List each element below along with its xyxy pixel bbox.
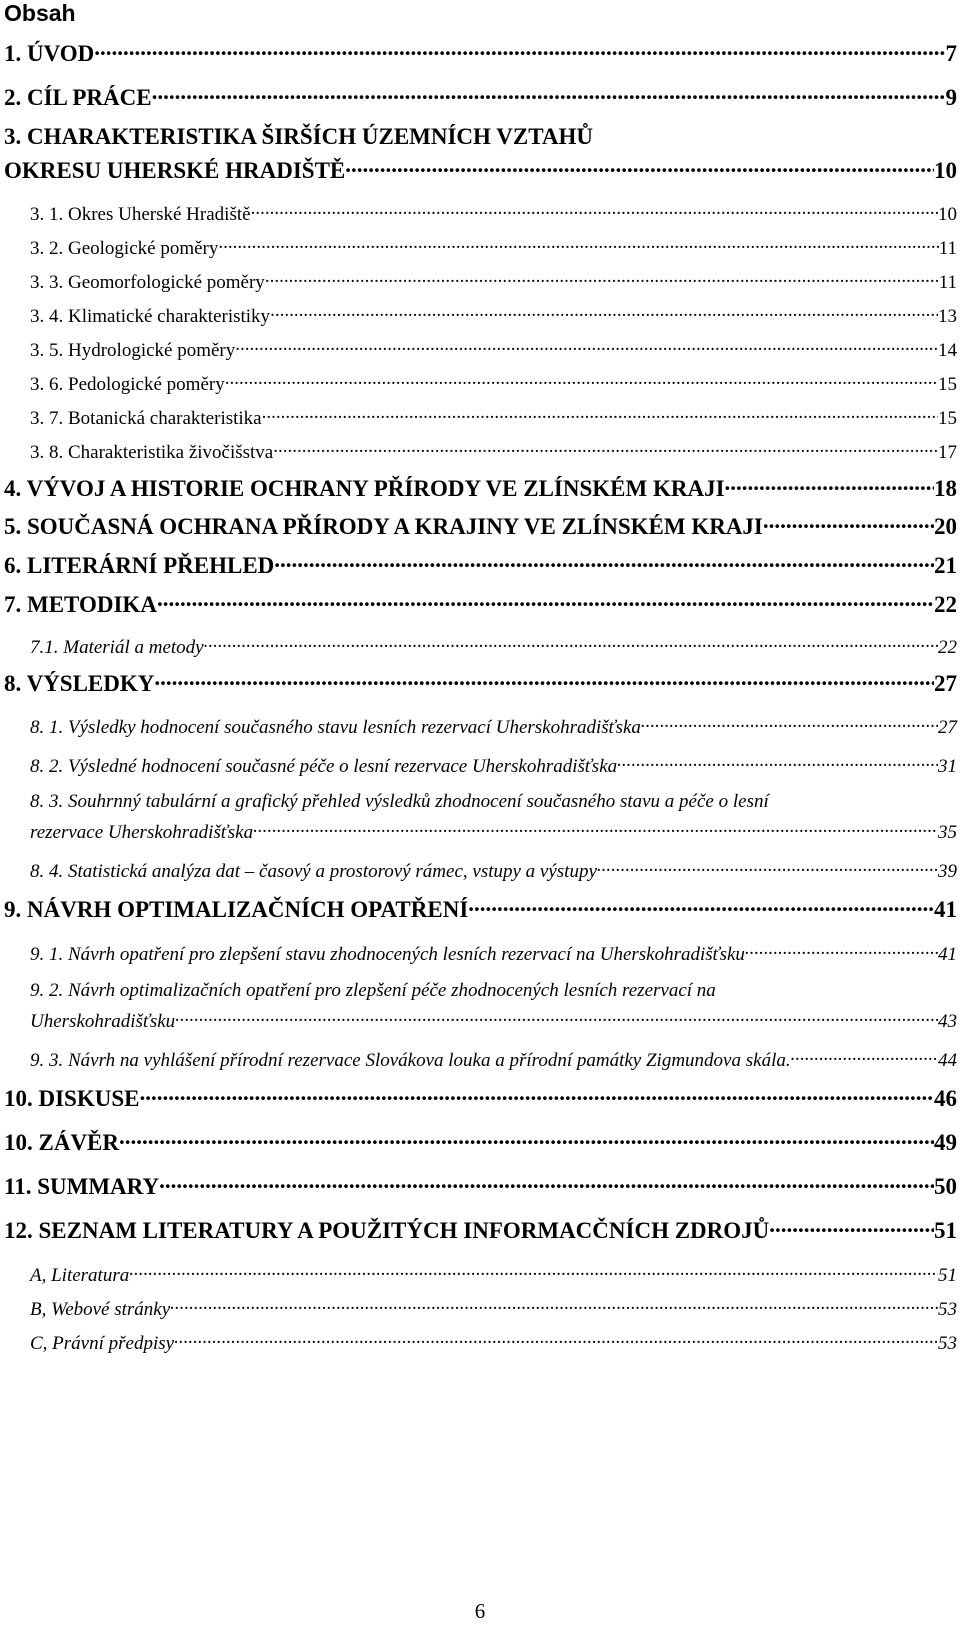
toc-entry-label: 3. 2. Geologické poměry [30, 238, 219, 259]
toc-entry[interactable] [30, 235, 957, 260]
leader-dots [763, 511, 934, 534]
toc-entry-page: 53 [938, 1299, 957, 1320]
toc-entry-label: 3. 7. Botanická charakteristika [30, 408, 262, 429]
toc-entry-label: 7. METODIKA [4, 592, 157, 617]
toc-entry-label: 7.1. Materiál a metody [30, 637, 204, 658]
toc-entry-page: 46 [934, 1086, 957, 1111]
toc-entry[interactable] [30, 858, 957, 883]
toc-entry-label: 9. 3. Návrh na vyhlášení přírodní rezervace Slovákova louka a přírodní památky Zigmundova skála. [30, 1050, 791, 1071]
leader-dots [159, 1171, 934, 1194]
toc-entry[interactable] [4, 82, 957, 111]
toc-entry[interactable] [4, 155, 957, 184]
toc-entry-page: 10 [934, 158, 957, 183]
toc-entry[interactable] [4, 1127, 957, 1156]
toc-entry-page: 22 [934, 592, 957, 617]
toc-entry-label: 3. 3. Geomorfologické poměry [30, 272, 265, 293]
toc-entry-line[interactable]: 9. 2. Návrh optimalizačních opatření pro zlepšení péče zhodnocených lesních rezervací na [30, 980, 716, 1001]
leader-dots [204, 634, 938, 653]
toc-entry-page: 31 [938, 756, 957, 777]
toc-entry-page: 20 [934, 514, 957, 539]
leader-dots [175, 1008, 938, 1027]
toc-entry[interactable] [4, 1083, 957, 1112]
toc-entry-label: 9. 1. Návrh opatření pro zlepšení stavu zhodnocených lesních rezervací na Uherskohradišťsku [30, 944, 745, 965]
leader-dots [119, 1127, 934, 1150]
toc-entry[interactable] [30, 714, 957, 739]
toc-entry-page: 51 [934, 1218, 957, 1243]
toc-entry[interactable] [30, 941, 957, 966]
leader-dots [253, 819, 938, 838]
toc-entry-page: 41 [934, 897, 957, 922]
toc-entry-label: 9. NÁVRH OPTIMALIZAČNÍCH OPATŘENÍ [4, 897, 469, 922]
toc-entry[interactable] [4, 894, 957, 923]
toc-entry[interactable] [30, 337, 957, 362]
toc-entry[interactable] [30, 303, 957, 328]
toc-entry[interactable] [30, 753, 957, 778]
toc-entry-label: 8. 2. Výsledné hodnocení současné péče o lesní rezervace Uherskohradišťska [30, 756, 618, 777]
leader-dots [218, 235, 938, 254]
toc-entry[interactable] [30, 1047, 957, 1072]
toc-entry[interactable] [30, 1008, 957, 1033]
toc-entry-label: 6. LITERÁRNÍ PŘEHLED [4, 553, 275, 578]
toc-entry-page: 44 [938, 1050, 957, 1071]
toc-entry-page: 35 [938, 822, 957, 843]
toc-entry-page: 13 [938, 306, 957, 327]
leader-dots [225, 371, 938, 390]
leader-dots [157, 589, 934, 612]
toc-entry-label: 8. 1. Výsledky hodnocení současného stavu lesních rezervací Uherskohradišťska [30, 717, 641, 738]
toc-entry[interactable] [4, 1171, 957, 1200]
toc-entry-page: 27 [934, 671, 957, 696]
toc-entry-page: 22 [938, 637, 957, 658]
leader-dots [597, 858, 938, 877]
toc-entry[interactable] [30, 1330, 957, 1355]
leader-dots [265, 269, 939, 288]
leader-dots [129, 1262, 938, 1281]
leader-dots [235, 337, 938, 356]
toc-entry-label: 8. 4. Statistická analýza dat – časový a prostorový rámec, vstupy a výstupy [30, 861, 597, 882]
toc-entry-label: 3. 8. Charakteristika živočišstva [30, 442, 274, 463]
toc-entry-page: 11 [938, 272, 957, 293]
leader-dots [94, 38, 945, 61]
toc-entry-label: 2. CÍL PRÁCE [4, 85, 152, 110]
toc-entry[interactable] [30, 405, 957, 430]
leader-dots [725, 473, 934, 496]
leader-dots [345, 155, 934, 178]
leader-dots [468, 894, 934, 917]
toc-entry[interactable] [30, 634, 957, 659]
toc-entry-page: 50 [934, 1174, 957, 1199]
toc-entry[interactable] [30, 1262, 957, 1287]
toc-entry-label: 8. VÝSLEDKY [4, 671, 155, 696]
toc-entry[interactable] [4, 511, 957, 540]
leader-dots [745, 941, 938, 960]
toc-entry-page: 27 [938, 717, 957, 738]
toc-entry-line[interactable]: 8. 3. Souhrnný tabulární a grafický přehled výsledků zhodnocení současného stavu a péče o lesní [30, 791, 769, 812]
toc-entry-page: 21 [934, 553, 957, 578]
toc-entry[interactable] [4, 1215, 957, 1244]
toc-entry-label: 11. SUMMARY [4, 1174, 160, 1199]
toc-entry-label: 10. ZÁVĚR [4, 1130, 120, 1155]
toc-entry-page: 17 [938, 442, 957, 463]
toc-entry-label: 10. DISKUSE [4, 1086, 140, 1111]
leader-dots [251, 201, 938, 220]
leader-dots [139, 1083, 934, 1106]
toc-entry-label: 3. 5. Hydrologické poměry [30, 340, 236, 361]
leader-dots [154, 668, 934, 691]
leader-dots [273, 439, 938, 458]
toc-entry[interactable] [30, 439, 957, 464]
toc-entry-page: 41 [938, 944, 957, 965]
toc-entry-page: 14 [938, 340, 957, 361]
toc-entry-label: B, Webové stránky [30, 1299, 171, 1320]
toc-entry-page: 53 [938, 1333, 957, 1354]
leader-dots [641, 714, 938, 733]
toc-entry-page: 11 [938, 238, 957, 259]
leader-dots [170, 1296, 938, 1315]
toc-entry-label: 3. 6. Pedologické poměry [30, 374, 225, 395]
toc-entry[interactable] [30, 269, 957, 294]
toc-entry[interactable] [4, 668, 957, 697]
leader-dots [769, 1215, 934, 1238]
toc-entry[interactable] [30, 201, 957, 226]
toc-entry-page: 18 [934, 476, 957, 501]
toc-entry-label: 5. SOUČASNÁ OCHRANA PŘÍRODY A KRAJINY VE ZLÍNSKÉM KRAJI [4, 514, 763, 539]
page-number: 6 [474, 1599, 486, 1623]
toc-entry-page: 39 [938, 861, 957, 882]
toc-entry[interactable] [4, 550, 957, 579]
toc-entry-label: 1. ÚVOD [4, 41, 95, 66]
toc-entry-page: 10 [938, 204, 957, 225]
toc-entry-label: 3. 1. Okres Uherské Hradiště [30, 204, 251, 225]
leader-dots [270, 303, 938, 322]
toc-entry-page: 43 [938, 1011, 957, 1032]
toc-entry-page: 15 [938, 408, 957, 429]
leader-dots [262, 405, 938, 424]
toc-entry-label: 3. 4. Klimatické charakteristiky [30, 306, 271, 327]
toc-entry-line[interactable] [4, 124, 593, 150]
toc-entry-label: Uherskohradišťsku [30, 1011, 176, 1032]
toc-entry-label: rezervace Uherskohradišťska [30, 822, 254, 843]
leader-dots [174, 1330, 938, 1349]
toc-entry[interactable] [30, 819, 957, 844]
toc-entry[interactable] [4, 473, 957, 502]
toc-entry-label: C, Právní předpisy [30, 1333, 175, 1354]
toc-entry-page: 51 [938, 1265, 957, 1286]
leader-dots [152, 82, 946, 105]
toc-entry[interactable] [4, 589, 957, 618]
toc-heading: Obsah [4, 0, 76, 26]
toc-entry-page: 15 [938, 374, 957, 395]
leader-dots [274, 550, 934, 573]
toc-entry-label: 12. SEZNAM LITERATURY A POUŽITÝCH INFORMACČNÍCH ZDROJŮ [4, 1218, 770, 1243]
toc-entry[interactable] [30, 371, 957, 396]
toc-entry-label: A, Literatura [30, 1265, 130, 1286]
leader-dots [791, 1047, 938, 1066]
toc-entry[interactable] [30, 1296, 957, 1321]
toc-entry-label: 3. CHARAKTERISTIKA ŠIRŠÍCH ÚZEMNÍCH VZTAHŮ [4, 124, 593, 149]
toc-entry[interactable] [4, 38, 957, 67]
leader-dots [617, 753, 938, 772]
toc-entry-page: 9 [945, 85, 957, 110]
toc-entry-page: 7 [945, 41, 957, 66]
toc-entry-label: OKRESU UHERSKÉ HRADIŠTĚ [4, 158, 346, 183]
toc-entry-label: 4. VÝVOJ A HISTORIE OCHRANY PŘÍRODY VE ZLÍNSKÉM KRAJI [4, 476, 725, 501]
toc-entry-page: 49 [934, 1130, 957, 1155]
